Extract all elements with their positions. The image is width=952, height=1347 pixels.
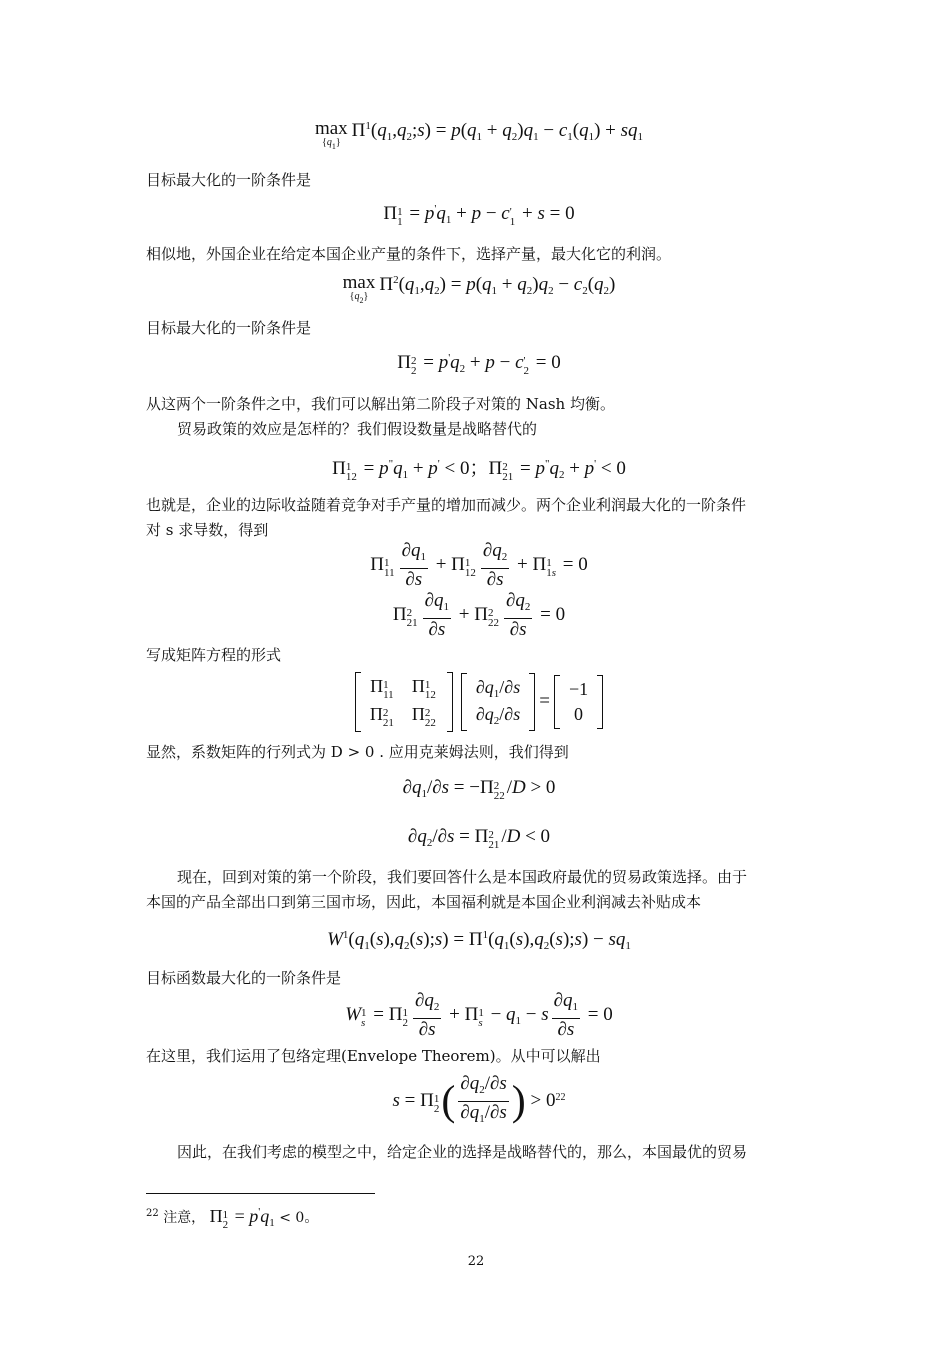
equation-welfare-foc: W 1 s = Π 1 2 $\frac{\partial q_2}{\partial s}$ + Π 1 s − $q_1 - s$ $\frac{\partial q_1}{\partial s}$ = 0 [345, 990, 613, 1040]
footnote-formula: Π 1 2 = $p'q_1$ [209, 1206, 275, 1231]
equation-foc-firm1: Π 1 1 = $p'q_1 + p - c$ ' 1 + s = 0 [383, 203, 575, 228]
footnote [146, 1206, 318, 1230]
footnote-reference[interactable]: 22 [555, 1091, 566, 1103]
equation-max-firm1: max $\{q_1\}$ $\Pi^1(q_1,q_2;s) = p(q_1 + q_2)q_1 - c_1(q_1) + sq_1$ [314, 118, 644, 151]
equation-optimal-subsidy: s = Π 1 2 ( $\frac{\partial q_2/\partial s}{\partial q_1/\partial s}$ ) > 0$^{22}$ [392, 1073, 566, 1125]
equation-foc-firm2: Π 2 2 = $p'q_2 + p - c$ ' 2 = 0 [397, 352, 561, 377]
paragraph-first-stage-1: 现在，回到对策的第一个阶段，我们要回答什么是本国政府最优的贸易政策选择。由于 [177, 868, 748, 886]
paragraph-foreign-firm: 相似地，外国企业在给定本国企业产量的条件下，选择产量，最大化它的利润。 [146, 245, 672, 263]
footnote-divider [146, 1193, 375, 1194]
equation-dq2-ds: $\partial q_2/\partial s = \Pi$ 2 21 /D < 0 [407, 826, 551, 851]
paragraph-matrix-form: 写成矩阵方程的形式 [146, 646, 282, 664]
paragraph-foc-2: 目标最大化的一阶条件是 [146, 319, 312, 337]
equation-matrix: Π 1 11 Π 1 12 Π 2 21 Π 2 22 $\partial q_1/\partial s$ $\partial q_2/\partial s$ = −1 0 [146, 672, 812, 732]
footnote-formula-tail: < 0。 [274, 1210, 319, 1226]
footnote-number: 22 [146, 1208, 159, 1219]
paragraph-policy-effect: 贸易政策的效应是怎样的？我们假设数量是战略替代的 [177, 420, 538, 438]
equation-derivative-2: Π 2 21 $\frac{\partial q_1}{\partial s}$ + Π 2 22 $\frac{\partial q_2}{\partial s}$ = 0 [392, 590, 566, 640]
equation-strategic-substitutes: Π 1 12 = $p^"q_1 + p' < 0$；Π 2 21 = $p^"q_2 + p' < 0$ [332, 458, 626, 483]
equation-max-firm2: max $\{q_2\}$ $\Pi^2(q_1,q_2) = p(q_1 + q_2)q_2 - c_2(q_2)$ [342, 272, 616, 305]
paragraph-marginal-revenue-1: 也就是，企业的边际收益随着竞争对手产量的增加而减少。两个企业利润最大化的一阶条件 [146, 496, 747, 514]
paragraph-conclusion: 因此，在我们考虑的模型之中，给定企业的选择是战略替代的，那么，本国最优的贸易 [177, 1143, 748, 1161]
paragraph-foc-1: 目标最大化的一阶条件是 [146, 171, 312, 189]
paragraph-first-stage-2: 本国的产品全部出口到第三国市场，因此，本国福利就是本国企业利润减去补贴成本 [146, 893, 702, 911]
paragraph-marginal-revenue-2: 对 s 求导数，得到 [146, 521, 269, 539]
paragraph-welfare-foc: 目标函数最大化的一阶条件是 [146, 969, 342, 987]
equation-derivative-1: Π 1 11 $\frac{\partial q_1}{\partial s}$ + Π 1 12 $\frac{\partial q_2}{\partial s}$ + Π 1 1s = 0 [370, 540, 588, 590]
paragraph-envelope: 在这里，我们运用了包络定理(Envelope Theorem)。从中可以解出 [146, 1047, 601, 1065]
equation-dq1-ds: $\partial q_1/\partial s = -\Pi$ 2 22 /D > 0 [402, 777, 556, 802]
paragraph-nash: 从这两个一阶条件之中，我们可以解出第二阶段子对策的 Nash 均衡。 [146, 395, 615, 413]
footnote-text: 注意， [163, 1210, 206, 1226]
paragraph-cramer: 显然，系数矩阵的行列式为 D > 0 . 应用克莱姆法则，我们得到 [146, 743, 569, 761]
equation-welfare: $W^1(q_1(s),q_2(s);s)$ = $\Pi^1(q_1(s),q_2(s);s) - sq_1$ [327, 929, 631, 952]
page-number: 22 [467, 1254, 485, 1269]
